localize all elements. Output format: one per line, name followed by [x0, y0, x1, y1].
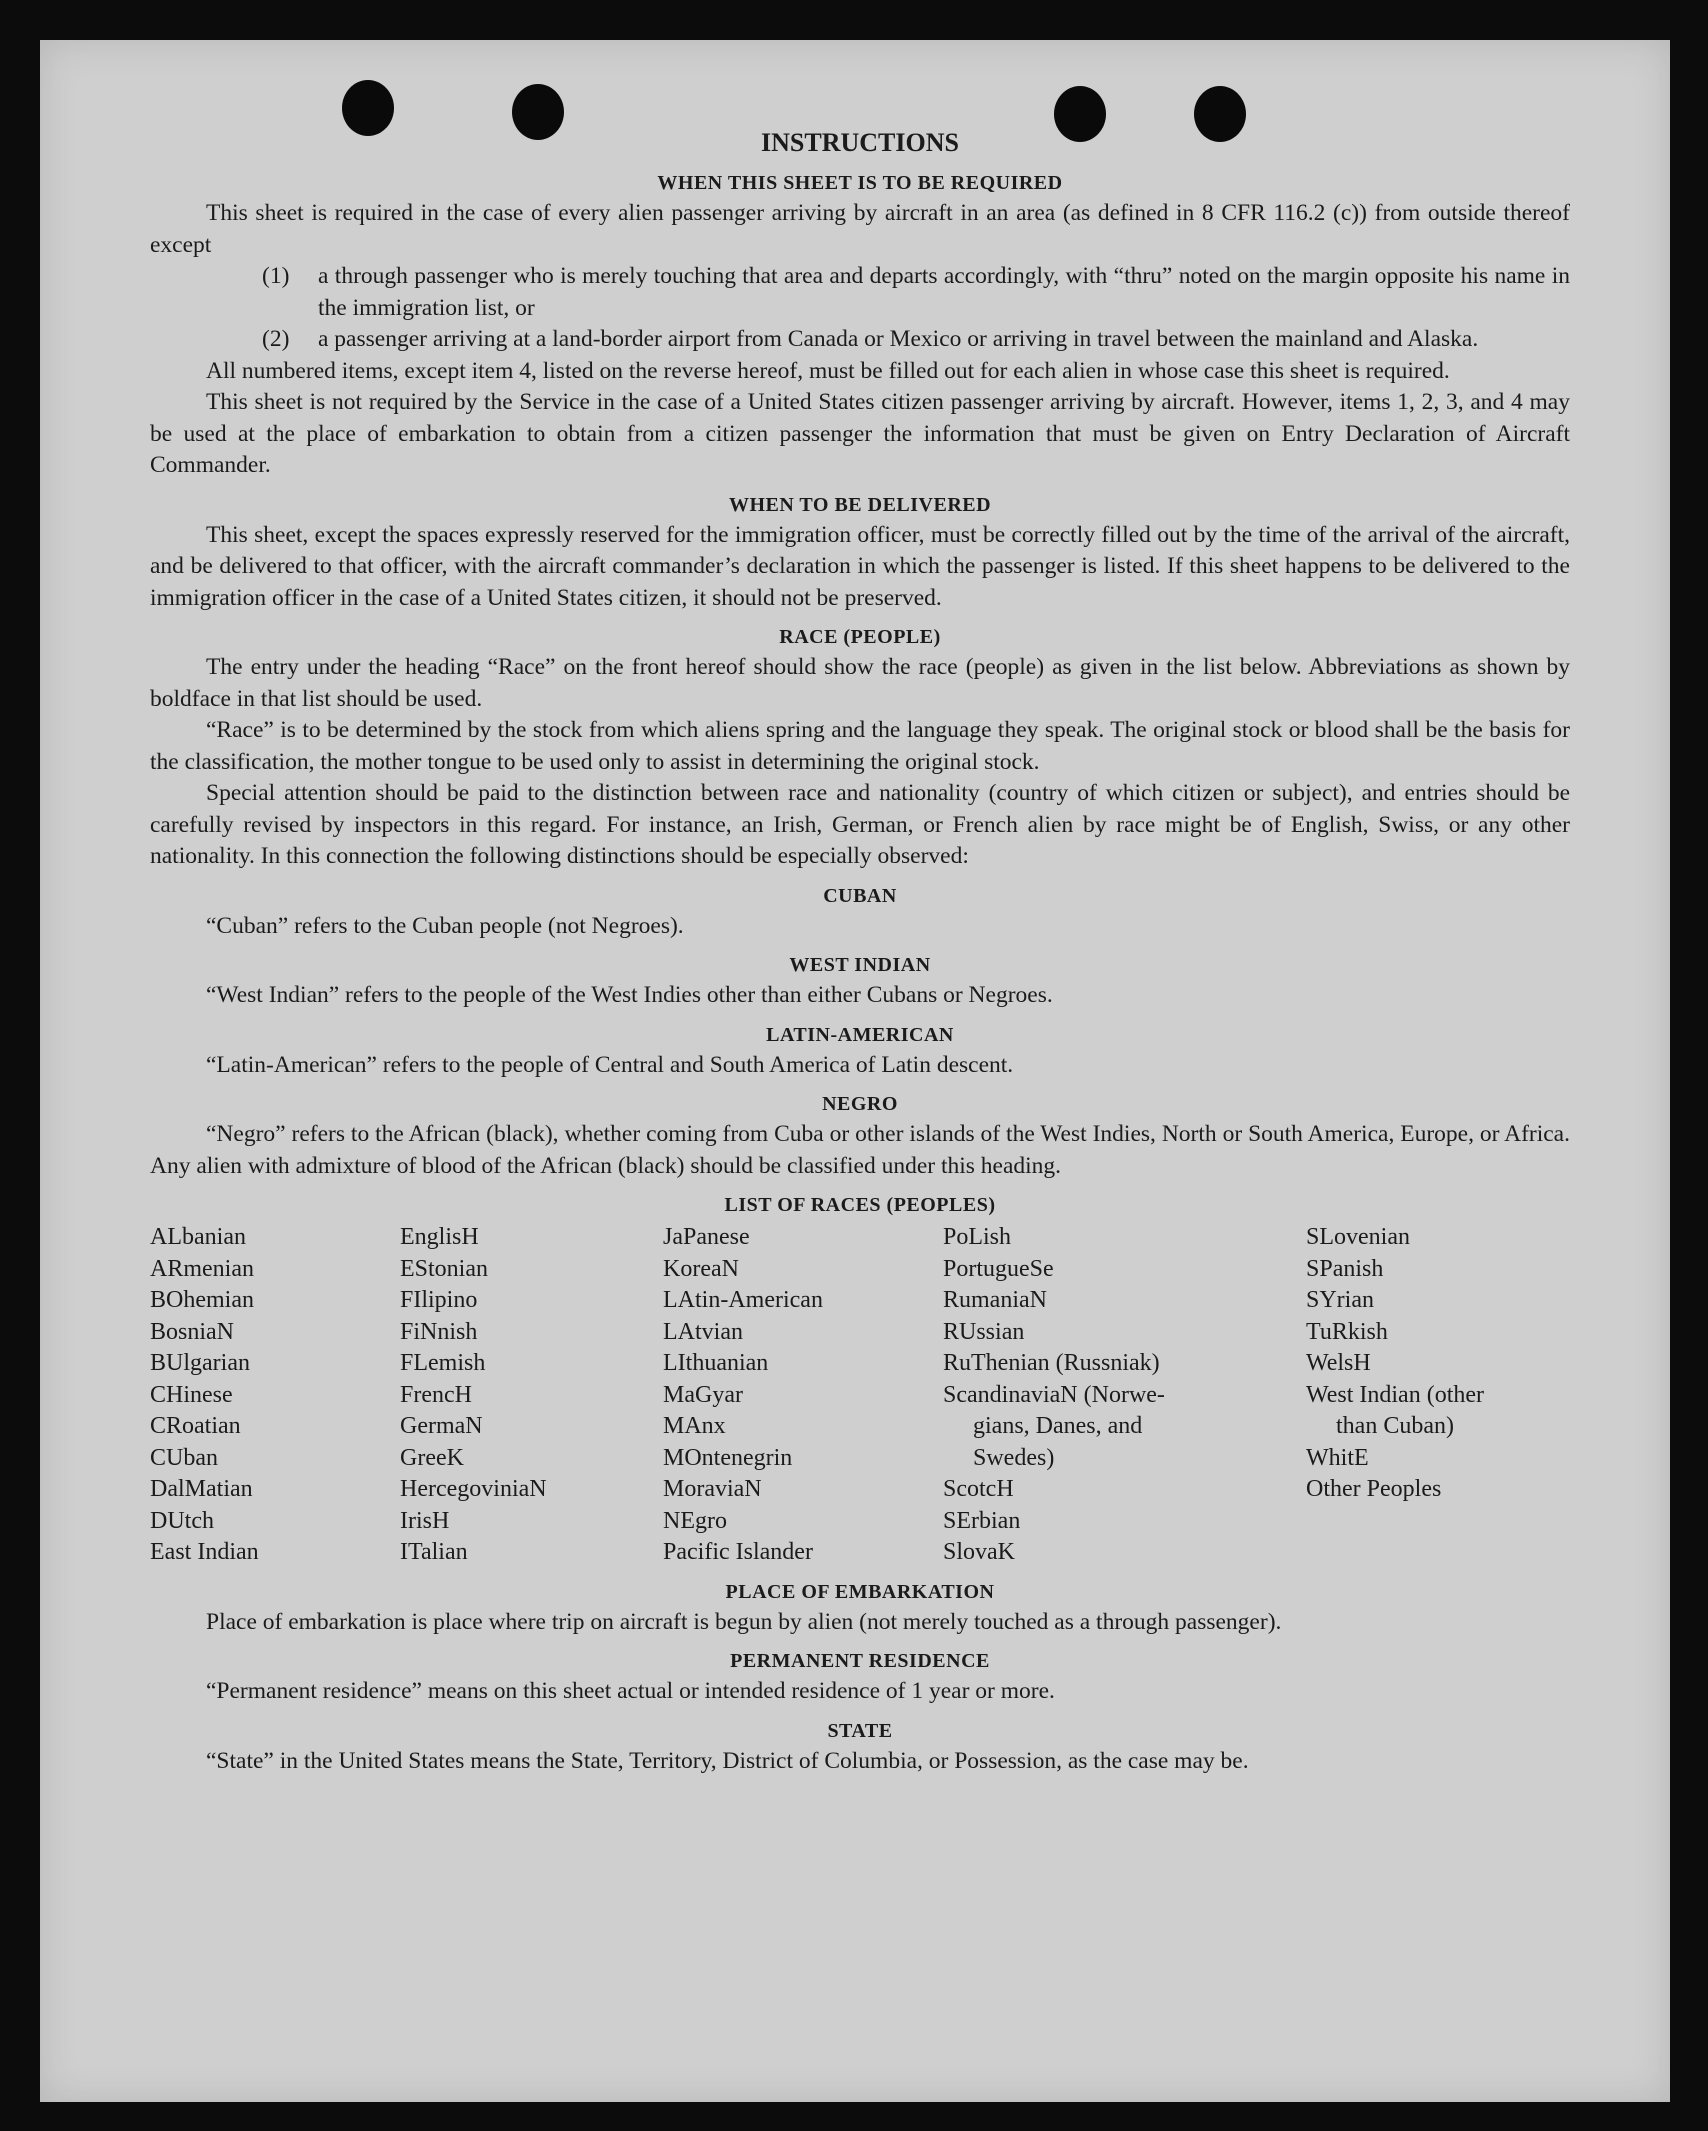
race-item: ITalian — [400, 1539, 468, 1565]
race-item: FiNnish — [400, 1318, 478, 1345]
paragraph: “Permanent residence” means on this sheet actual or intended residence of 1 year or more. — [206, 1678, 1055, 1704]
race-item: CRoatian — [150, 1413, 241, 1439]
race-item: TuRkish — [1306, 1318, 1388, 1345]
section-heading-race: RACE (PEOPLE) — [779, 626, 941, 648]
section-heading-delivered: WHEN TO BE DELIVERED — [728, 493, 992, 516]
paragraph: Special attention should be paid to the distinction between race and nationality (country of which citizen or subject), and entries should be carefully revised by inspectors in this regard. For instance, an Irish, German, or French alien by race might be of English, Swiss, or any other nationality. In this connection the following distinctions should be especially observed: — [150, 780, 1570, 869]
enum-item — [262, 261, 1570, 324]
race-item: BosniaN — [150, 1318, 234, 1345]
race-item: FIlipino — [400, 1287, 478, 1313]
race-column — [150, 1222, 400, 1569]
race-item: East Indian — [150, 1539, 259, 1565]
section-heading-race-list: LIST OF RACES (PEOPLES) — [724, 1194, 996, 1216]
paragraph: “State” in the United States means the State, Territory, District of Columbia, or Possession, as the case may be. — [206, 1747, 1249, 1774]
document-body — [150, 126, 1570, 1777]
section-heading-residence: PERMANENT RESIDENCE — [730, 1650, 990, 1672]
paragraph: “Race” is to be determined by the stock from which aliens spring and the language they speak. The original stock or blood shall be the basis for the classification, the mother tongue to be used only to assist in determining the original stock. — [150, 717, 1570, 775]
race-item: BOhemian — [150, 1287, 254, 1313]
race-item: ScandinaviaN (Norwe- — [943, 1381, 1165, 1408]
race-item: Other Peoples — [1306, 1476, 1442, 1502]
race-item: gians, Danes, and — [973, 1413, 1143, 1439]
race-item: CHinese — [150, 1381, 233, 1408]
paragraph: “West Indian” refers to the people of the West Indies other than either Cubans or Negroes. — [206, 982, 1053, 1008]
race-item: ARmenian — [150, 1255, 254, 1282]
enum-text: a through passenger who is merely touching that area and departs accordingly, with “thru” noted on the margin opposite his name in the immigration list, or — [318, 263, 1570, 321]
race-item: MOntenegrin — [663, 1444, 793, 1471]
race-item: West Indian (other — [1306, 1381, 1485, 1408]
section-heading-negro: NEGRO — [822, 1093, 898, 1115]
race-item: MaGyar — [663, 1381, 743, 1408]
race-item: NEgro — [663, 1507, 727, 1534]
section-heading-cuban: CUBAN — [823, 884, 897, 907]
race-item: LIthuanian — [663, 1350, 769, 1376]
race-item: GermaN — [400, 1413, 483, 1439]
paragraph: This sheet, except the spaces expressly reserved for the immigration officer, must be correctly filled out by the time of the arrival of the aircraft, and be delivered to that officer, with the aircraft commander’s declaration in which the passenger is listed. If this sheet happens to be delivered to the immigration officer in the case of a United States citizen, it should not be preserved. — [150, 521, 1570, 611]
race-column — [400, 1222, 663, 1569]
race-item: WhitE — [1306, 1444, 1369, 1471]
race-item: Swedes) — [973, 1444, 1055, 1471]
race-item: SlovaK — [943, 1539, 1015, 1565]
race-item: IrisH — [400, 1507, 450, 1534]
race-item: SErbian — [943, 1507, 1021, 1534]
section-heading-west-indian: WEST INDIAN — [789, 954, 931, 976]
paragraph: “Negro” refers to the African (black), whether coming from Cuba or other islands of the West Indies, North or South America, Europe, or Africa. Any alien with admixture of blood of the African (black) should be classified under this heading. — [150, 1121, 1570, 1179]
paragraph: All numbered items, except item 4, listed on the reverse hereof, must be filled out for each alien in whose case this sheet is required. — [206, 357, 1450, 384]
race-item: Pacific Islander — [663, 1539, 813, 1565]
race-item: FLemish — [400, 1350, 486, 1376]
race-item: ALbanian — [150, 1224, 246, 1250]
race-item: GreeK — [400, 1444, 464, 1471]
race-item: HercegoviniaN — [400, 1476, 547, 1502]
race-item: SYrian — [1306, 1287, 1374, 1313]
enum-number: (2) — [262, 326, 290, 352]
race-item: DalMatian — [150, 1476, 253, 1502]
race-item: SLovenian — [1306, 1224, 1410, 1250]
paragraph: Place of embarkation is place where trip on aircraft is begun by alien (not merely touched as a through passenger). — [206, 1608, 1282, 1635]
race-item: FrencH — [400, 1381, 472, 1408]
race-item: EnglisH — [400, 1224, 479, 1250]
race-item: SPanish — [1306, 1255, 1384, 1282]
page-title: INSTRUCTIONS — [761, 128, 959, 157]
race-item: WelsH — [1306, 1350, 1371, 1376]
section-heading-embarkation: PLACE OF EMBARKATION — [725, 1580, 995, 1603]
enum-number: (1) — [262, 263, 290, 289]
race-item: LAtvian — [663, 1318, 743, 1345]
section-heading-state: STATE — [827, 1719, 893, 1742]
section-heading-required: WHEN THIS SHEET IS TO BE REQUIRED — [657, 172, 1063, 194]
race-item: ScotcH — [943, 1476, 1014, 1502]
race-item: PoLish — [943, 1224, 1012, 1250]
race-item: JaPanese — [663, 1224, 750, 1250]
paragraph: “Latin-American” refers to the people of Central and South America of Latin descent. — [206, 1051, 1014, 1078]
race-item: MAnx — [663, 1413, 726, 1439]
race-column — [1306, 1222, 1570, 1569]
race-list — [150, 1222, 1570, 1569]
race-item: EStonian — [400, 1255, 488, 1282]
race-item: KoreaN — [663, 1255, 739, 1282]
race-item: CUban — [150, 1444, 218, 1471]
race-item: BUlgarian — [150, 1350, 250, 1376]
enum-item — [262, 324, 1570, 356]
race-item: PortugueSe — [943, 1255, 1054, 1282]
paragraph: The entry under the heading “Race” on the front hereof should show the race (people) as given in the list below. Abbreviations as shown by boldface in that list should be used. — [150, 654, 1570, 712]
race-item: RumaniaN — [943, 1287, 1047, 1313]
race-item: MoraviaN — [663, 1476, 762, 1502]
section-heading-latin-american: LATIN-AMERICAN — [766, 1023, 954, 1046]
race-column — [663, 1222, 943, 1569]
enum-text: a passenger arriving at a land-border airport from Canada or Mexico or arriving in travel between the mainland and Alaska. — [318, 326, 1479, 352]
paragraph: This sheet is not required by the Service in the case of a United States citizen passenger arriving by aircraft. However, items 1, 2, 3, and 4 may be used at the place of embarkation to obtain from a citizen passenger the information that must be given on Entry Declaration of Aircraft Commander. — [150, 389, 1570, 478]
race-item: LAtin-American — [663, 1287, 823, 1313]
race-item: than Cuban) — [1336, 1413, 1454, 1439]
race-item: RuThenian (Russniak) — [943, 1350, 1160, 1376]
race-item: DUtch — [150, 1507, 214, 1534]
paragraph: “Cuban” refers to the Cuban people (not Negroes). — [206, 912, 684, 939]
paragraph: This sheet is required in the case of every alien passenger arriving by aircraft in an area (as defined in 8 CFR 116.2 (c)) from outside thereof except — [150, 200, 1570, 258]
race-column — [943, 1222, 1306, 1569]
race-item: RUssian — [943, 1318, 1025, 1345]
